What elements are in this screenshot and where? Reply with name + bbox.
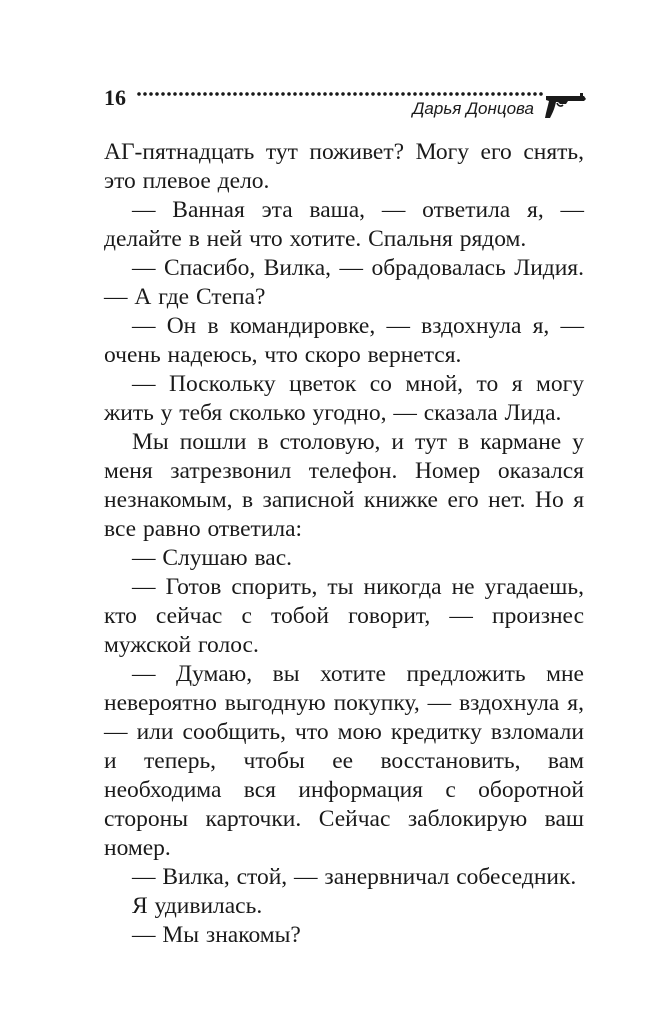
- page-header: [104, 84, 588, 124]
- page-number: 16: [104, 85, 126, 110]
- paragraph: — Готов спорить, ты никогда не угадаешь, кто сейчас с тобой говорит, — произнес мужской голос.: [104, 574, 584, 658]
- paragraph: — Слушаю вас.: [132, 545, 293, 571]
- paragraph: — Думаю, вы хотите предложить мне невероятно выгодную покупку, — вздохнула я, — или сообщить, что мою кредитку взломали и теперь, чтобы ее восстановить, вам необходима вся информация с оборотной стороны карточки. Сейчас заблокирую ваш номер.: [104, 661, 584, 861]
- paragraph: — Вилка, стой, — занервничал собеседник.: [132, 864, 577, 890]
- author-name: Дарья Донцова: [412, 99, 534, 118]
- page-body: [104, 138, 584, 950]
- revolver-icon: [544, 90, 588, 120]
- paragraph: Мы пошли в столовую, и тут в кармане у меня затрезвонил телефон. Номер оказался незнакомым, в записной книжке его нет. Но я все равно ответила:: [104, 429, 584, 542]
- paragraph: — Поскольку цветок со мной, то я могу жить у тебя сколько угодно, — сказала Лида.: [104, 371, 584, 426]
- paragraph: — Мы знакомы?: [132, 922, 301, 948]
- paragraph: — Ванная эта ваша, — ответила я, — делайте в ней что хотите. Спальня рядом.: [104, 197, 584, 252]
- paragraph: — Спасибо, Вилка, — обрадовалась Лидия. — А где Степа?: [104, 255, 584, 310]
- paragraph: Я удивилась.: [132, 893, 263, 919]
- paragraph: АГ-пятнадцать тут поживет? Могу его снять, это плевое дело.: [104, 139, 584, 194]
- paragraph: — Он в командировке, — вздохнула я, — очень надеюсь, что скоро вернется.: [104, 313, 584, 368]
- dotted-leader: [136, 92, 544, 96]
